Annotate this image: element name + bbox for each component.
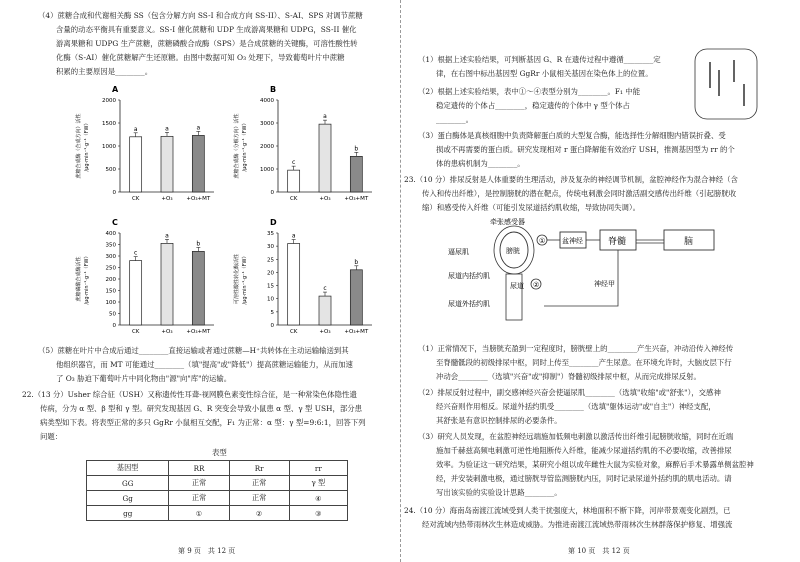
y-tick-label: 20 bbox=[267, 270, 274, 277]
y-tick-label: 2000 bbox=[102, 98, 116, 104]
y-tick-label: 200 bbox=[105, 277, 116, 283]
x-tick-label: +O₃ bbox=[319, 196, 331, 202]
q22-line-1: 22.（13 分）Usher 综合征（USH）又称遗传性耳聋-视网膜色素变性综合征，是一种常染色体隐性遗 bbox=[22, 390, 357, 399]
chart-a bbox=[72, 82, 222, 214]
q5-line-1: （5）蔗糖在叶片中合成后通过________直接运输或者通过蔗糖—H⁺共转体在主动运输输送到其 bbox=[38, 346, 349, 355]
y-axis-unit: /μg·min⁻¹·g⁻¹（FW） bbox=[84, 120, 90, 172]
bar bbox=[161, 243, 173, 325]
y-tick-label: 15 bbox=[267, 283, 274, 290]
table-cell: Rr bbox=[229, 461, 289, 476]
x-tick-label: +O₃+MT bbox=[344, 196, 369, 202]
y-tick-label: 0 bbox=[112, 323, 116, 329]
q23-2-line-1: （2）排尿反射过程中，副交感神经兴奋会使逼尿肌________（选填"收缩"或"舒张"），交感神 bbox=[418, 388, 721, 397]
y-tick-label: 10 bbox=[267, 296, 274, 303]
y-tick-label: 50 bbox=[109, 311, 116, 318]
stretch-receptor-label: 牵张感受器 bbox=[490, 218, 525, 226]
q23-2-line-2: 经兴奋则作用相反。尿道外括约肌受________（选填"躯体运动"或"自主"）神经支配， bbox=[436, 402, 716, 411]
chart-d bbox=[230, 215, 380, 347]
left-footer: 第 9 页 共 12 页 bbox=[178, 547, 236, 555]
node-2-label: ② bbox=[533, 281, 540, 289]
chromosome-figure bbox=[694, 48, 758, 120]
q23-3-line-3: 效率。为验证这一研究结果，某研究小组以成年雌性大鼠为实验对象，麻醉后手术暴露单侧盆腔神 bbox=[436, 460, 754, 469]
sig-label: c bbox=[134, 249, 138, 257]
table-row bbox=[87, 476, 348, 491]
sig-label: c bbox=[323, 285, 327, 293]
q23-3-line-4: 经，并安装刺激电极，通过膀胱导管监测膀胱内压，同时记录尿道外括约肌的肌电活动。请 bbox=[436, 474, 732, 483]
bar bbox=[130, 137, 142, 192]
y-tick-label: 0 bbox=[270, 323, 274, 329]
y-axis-unit: /μg·min⁻¹·g⁻¹（FW） bbox=[242, 253, 248, 305]
y-tick-label: 500 bbox=[105, 167, 116, 173]
panel-label: B bbox=[270, 85, 277, 94]
y-tick-label: 25 bbox=[267, 257, 274, 264]
x-tick-label: CK bbox=[131, 329, 140, 335]
table-cell: gg bbox=[87, 506, 169, 521]
y-tick-label: 4000 bbox=[260, 98, 274, 104]
y-axis-label: 可溶性酸性转化酶活性 bbox=[234, 253, 240, 305]
q23-2-line-3: 其舒张是有意识控制排尿的必要条件。 bbox=[436, 416, 562, 425]
table-cell: ④ bbox=[289, 491, 347, 506]
y-tick-label: 1000 bbox=[102, 144, 116, 150]
table-cell: 正常 bbox=[229, 491, 289, 506]
q4-line-3: 游离果糖和 UDPG 生产蔗糖，蔗糖磷酸合成酶（SPS）是合成蔗糖的关键酶，可溶性酸性转 bbox=[56, 39, 358, 48]
q24-line-2: 经对流域内热带雨林次生林造成威胁。为推进南渡江流域热带雨林次生林群落保护修复、增强流 bbox=[422, 520, 733, 529]
y-tick-label: 5 bbox=[270, 309, 274, 316]
left-page bbox=[0, 0, 398, 562]
sig-label: a bbox=[133, 125, 138, 133]
q4-line-4: 化酶（S-AI）催化蔗糖解产生还原糖。由图中数据可知 O₃ 处理下，导致葡萄叶片中蔗糖 bbox=[56, 53, 345, 62]
y-tick-label: 400 bbox=[105, 231, 116, 237]
sig-label: a bbox=[165, 232, 169, 240]
spinal-label: 脊髓 bbox=[608, 237, 627, 247]
bar bbox=[319, 124, 331, 192]
right-page bbox=[404, 0, 800, 562]
y-tick-label: 3000 bbox=[260, 121, 274, 127]
detrusor-label: 逼尿肌 bbox=[448, 248, 469, 256]
table-cell: 正常 bbox=[169, 476, 229, 491]
q23-3-line-1: （3）研究人员发现，在盆腔神经远端施加低频电刺激以激活传出纤维引起膀胱收缩，同时在近端 bbox=[418, 432, 734, 441]
table-cell: RR bbox=[169, 461, 229, 476]
y-tick-label: 30 bbox=[267, 244, 274, 251]
x-tick-label: CK bbox=[289, 329, 298, 335]
table-cell: ② bbox=[229, 506, 289, 521]
x-tick-label: CK bbox=[289, 196, 298, 202]
sig-label: b bbox=[354, 258, 359, 266]
q4-line-5: 积累的主要原因是________。 bbox=[56, 67, 153, 76]
q4-line-2: 含量的动态平衡具有重要意义。SS-I 催化蔗糖和 UDP 生成游离果糖和 UDPG，SS-II 催化 bbox=[56, 25, 357, 34]
sig-label: b bbox=[354, 145, 359, 153]
page-divider bbox=[400, 0, 401, 562]
sig-label: a bbox=[323, 113, 327, 121]
q5-line-3: 了 O₃ 胁迫下葡萄叶片中同化物由"源"向"库"的运输。 bbox=[56, 374, 232, 383]
y-tick-label: 250 bbox=[105, 265, 116, 272]
pudendal-label: 神经甲 bbox=[594, 280, 615, 288]
table-cell: GG bbox=[87, 476, 169, 491]
table-row bbox=[87, 506, 348, 521]
table-cell: ① bbox=[169, 506, 229, 521]
table-row bbox=[87, 491, 348, 506]
bar bbox=[350, 270, 362, 325]
pelvic-nerve-label: 盆神经 bbox=[562, 237, 583, 245]
table-header-row bbox=[87, 461, 348, 476]
bar bbox=[350, 156, 362, 192]
q5-line-2: 他组织器官，而 MT 可能通过________（填"提高"或"降低"）提高蔗糖运输能力，从而加速 bbox=[56, 360, 353, 369]
q23-line-3: 缩）和感受传入纤维（可能引发尿道括约肌收缩，导致协同失调）。 bbox=[422, 203, 641, 212]
q23-line-1: 23.（10 分）排尿反射是人体重要的生理活动，涉及复杂的神经调节机制，盆腔神经作为混合神经（含 bbox=[404, 175, 738, 184]
y-axis-unit: /μg·min⁻¹·g⁻¹（FW） bbox=[84, 253, 90, 305]
brain-label: 脑 bbox=[684, 237, 694, 247]
node-1-label: ① bbox=[539, 237, 546, 245]
q23-1-line-1: （1）正常情况下，当膀胱充盈到一定程度时，膀胱壁上的________产生兴奋，冲动沿传入神经传 bbox=[418, 344, 734, 353]
q22-2-line-1: （2）根据上述实验结果，表中①～④表型分别为________。F₁ 中能 bbox=[418, 87, 641, 96]
table-cell: 正常 bbox=[229, 476, 289, 491]
y-axis-unit: /μg·min⁻¹·g⁻¹（FW） bbox=[242, 120, 248, 172]
sig-label: a bbox=[196, 124, 201, 132]
q23-1-line-2: 至脊髓骶段的初级排尿中枢，同时上传至________产生尿意。在环境允许时，大脑皮层下行 bbox=[436, 358, 732, 367]
panel-label: D bbox=[270, 218, 277, 227]
q22-3-line-3: 体的患病机制为________。 bbox=[436, 159, 525, 168]
q22-3-line-2: 损或不再需要的蛋白质。研究发现相对 r 蛋白降解能有效治疗 USH，推测基因型为 rr 的个 bbox=[436, 145, 735, 154]
q22-2-line-3: ________。 bbox=[436, 115, 473, 124]
bar bbox=[319, 296, 331, 325]
y-tick-label: 100 bbox=[105, 300, 116, 306]
sig-label: a bbox=[291, 232, 296, 240]
y-tick-label: 1500 bbox=[102, 121, 116, 127]
bladder-label: 膀胱 bbox=[506, 247, 520, 255]
urination-diagram bbox=[444, 214, 744, 334]
y-tick-label: 150 bbox=[105, 288, 116, 295]
q22-1-line-1: （1）根据上述实验结果，可判断基因 G、R 在遗传过程中遵循________定 bbox=[418, 55, 661, 64]
q22-line-4: 问题： bbox=[40, 432, 63, 441]
bar bbox=[288, 244, 300, 325]
bar bbox=[161, 136, 173, 192]
chart-b bbox=[230, 82, 380, 214]
y-axis-label: 蔗糖磷酸合成酶活性 bbox=[76, 256, 82, 302]
table-cell: ③ bbox=[289, 506, 347, 521]
y-axis-label: 蔗糖合成酶（合成方向）活性 bbox=[76, 113, 82, 179]
genotype-table bbox=[86, 460, 348, 521]
x-tick-label: +O₃+MT bbox=[186, 329, 211, 335]
inner-sphincter-label: 尿道内括约肌 bbox=[448, 272, 490, 280]
q23-3-line-5: 写出该实验的实验设计思路________。 bbox=[436, 488, 562, 497]
y-axis-label: 蔗糖合成酶（分解方向）活性 bbox=[234, 113, 240, 179]
x-tick-label: +O₃+MT bbox=[344, 329, 369, 335]
sig-label: a bbox=[165, 125, 169, 133]
q22-line-2: 传病，分为 α 型、β 型和 γ 型。研究发现基因 G、R 突变会导致小鼠患 α 型、γ 型 USH，部分患 bbox=[40, 404, 363, 413]
x-tick-label: +O₃ bbox=[319, 329, 331, 335]
y-tick-label: 2000 bbox=[260, 144, 274, 150]
q22-2-line-2: 稳定遗传的个体占________，稳定遗传的个体中 γ 型个体占 bbox=[436, 101, 630, 110]
x-tick-label: +O₃ bbox=[161, 329, 173, 335]
urethra-label-1: 尿道 bbox=[510, 282, 524, 290]
y-tick-label: 1000 bbox=[260, 167, 274, 173]
outer-sphincter-label: 尿道外括约肌 bbox=[448, 300, 490, 308]
q23-line-2: 传入和传出纤维），是控制膀胱的潜在靶点，传统电刺激会同时激活副交感传出纤维（引起膀胱收 bbox=[422, 189, 737, 198]
right-footer: 第 10 页 共 12 页 bbox=[568, 547, 630, 555]
table-cell: 正常 bbox=[169, 491, 229, 506]
bar bbox=[288, 170, 300, 192]
bar bbox=[130, 261, 142, 325]
y-tick-label: 0 bbox=[112, 190, 116, 196]
y-tick-label: 0 bbox=[270, 190, 274, 196]
y-tick-label: 35 bbox=[267, 231, 274, 237]
x-tick-label: +O₃ bbox=[161, 196, 173, 202]
chart-c bbox=[72, 215, 222, 347]
panel-label: C bbox=[112, 218, 118, 227]
table-cell: rr bbox=[289, 461, 347, 476]
q4-line-1: （4）蔗糖合成和代谢相关酶 SS（包含分解方向 SS-I 和合成方向 SS-II）、S-AI、SPS 对调节蔗糖 bbox=[38, 11, 363, 20]
q22-1-line-2: 律，在右图中标出基因型 GgRr 小鼠相关基因在染色体上的位置。 bbox=[436, 69, 653, 78]
y-tick-label: 350 bbox=[105, 242, 116, 249]
urethra-tube bbox=[506, 274, 522, 320]
sig-label: c bbox=[292, 159, 296, 167]
table-cell: Gg bbox=[87, 491, 169, 506]
q24-line-1: 24.（10 分）海南岛南渡江流域受到人类干扰强度大，林地面积不断下降，河岸带景观变化剧烈，已 bbox=[404, 506, 731, 515]
table-cell: 基因型 bbox=[87, 461, 169, 476]
x-tick-label: +O₃+MT bbox=[186, 196, 211, 202]
y-tick-label: 300 bbox=[105, 254, 116, 260]
table-cell: γ 型 bbox=[289, 476, 347, 491]
bar bbox=[192, 135, 204, 192]
q23-3-line-2: 施加千赫兹高频电刺激可逆性地阻断传入纤维，能减少尿道括约肌的不必要收缩，改善排尿 bbox=[436, 446, 732, 455]
panel-label: A bbox=[112, 85, 119, 94]
q22-3-line-1: （3）蛋白酶体是真核细胞中负责降解蛋白质的大型复合酶，能选择性分解细胞内错误折叠、受 bbox=[418, 131, 726, 140]
bar bbox=[192, 251, 204, 325]
x-tick-label: CK bbox=[131, 196, 140, 202]
cell-outline bbox=[695, 49, 757, 119]
nerve-path bbox=[544, 250, 618, 306]
table-title: 表型 bbox=[212, 448, 227, 457]
q23-1-line-3: 冲动会________（选填"兴奋"或"抑制"）脊髓初级排尿中枢，从而完成排尿反射。 bbox=[436, 372, 701, 381]
q22-line-3: 病类型如下表。将表型正常的多只 GgRr 小鼠相互交配，F₁ 为正常：α 型：γ 型=9:6:1，回答下列 bbox=[40, 418, 366, 427]
sig-label: b bbox=[196, 240, 201, 248]
